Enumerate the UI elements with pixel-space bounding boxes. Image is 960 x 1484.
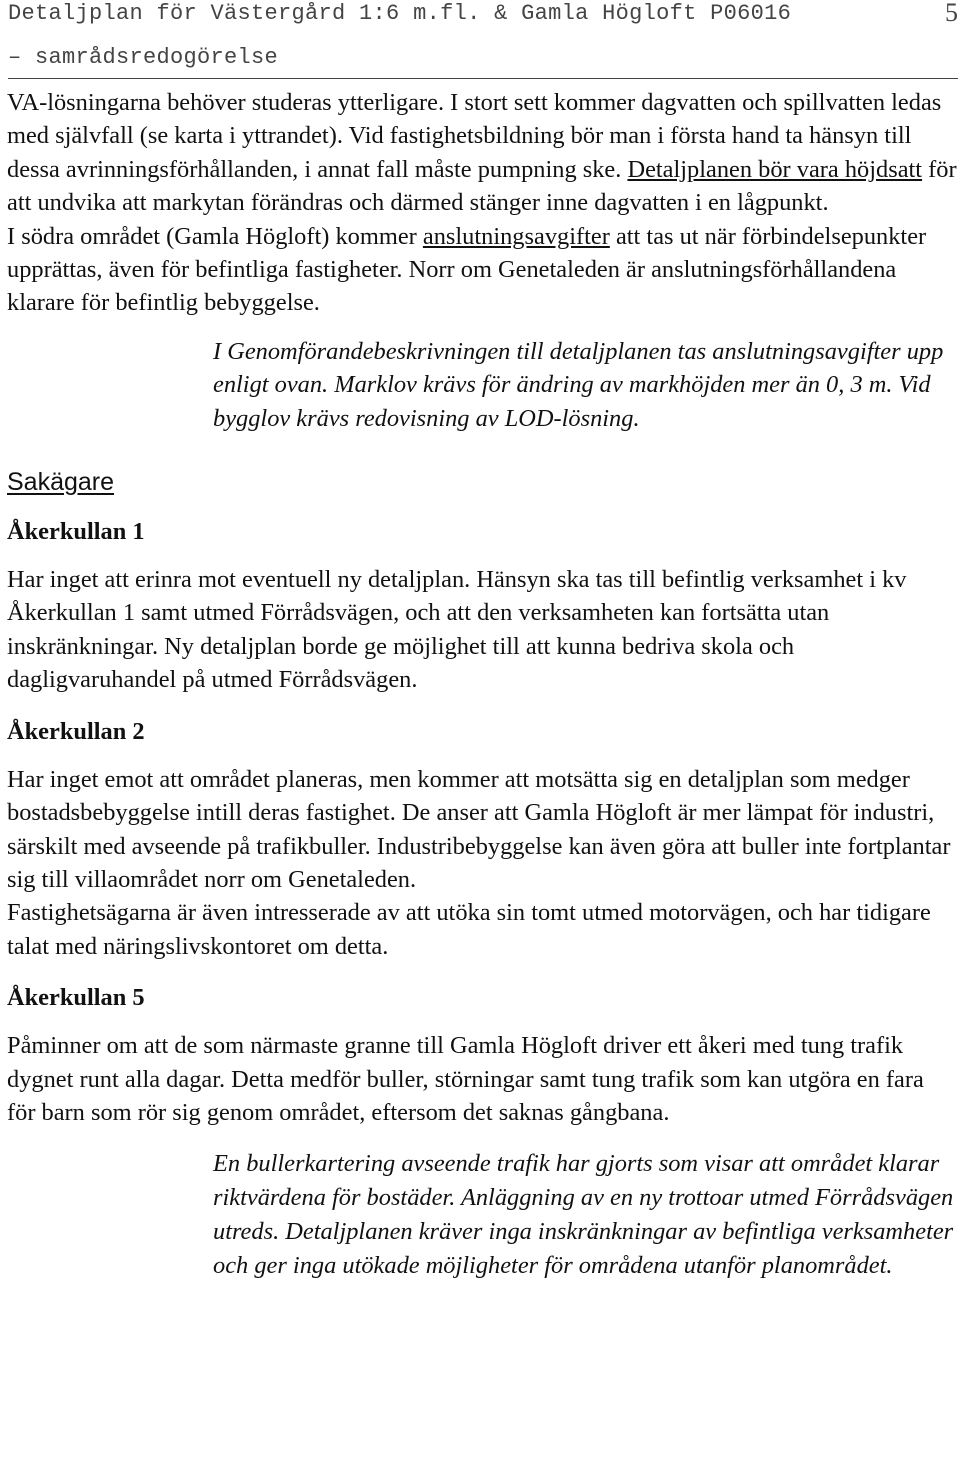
intro-text-1: VA-lösningarna behöver studeras ytterligare. I stort sett kommer dagvatten och spillvatten ledas med självfall (se karta i yttrandet). Vid fastighetsbildning bör man i första hand ta hänsyn till dessa avrinningsförhållanden, i annat fall måste pumpning ske. (7, 89, 942, 183)
municipal-comment-2: En bullerkartering avseende trafik har gjorts som visar att området klarar riktvärdena för bostäder. Anläggning av en ny trottoar utmed Förrådsvägen utreds. Detaljplanen kräver inga inskränkningar av befintliga verksamheter och ger inga utökade möjligheter för områdena utanför planområdet. (213, 1150, 954, 1279)
page-number: 5 (945, 0, 958, 27)
intro-paragraph-fees (7, 220, 957, 320)
owner-heading-akerkullan-1: Åkerkullan 1 (7, 518, 145, 546)
intro-text-4: att tas ut när förbindelsepunkter upprättas, även för befintliga fastigheter. Norr om Genetaleden är anslutningsförhållandena klarare för befintlig bebyggelse. (7, 222, 927, 317)
owner-statement-akerkullan-1: Har inget att erinra mot eventuell ny detaljplan. Hänsyn ska tas till befintlig verksamhet i kv Åkerkullan 1 samt utmed Förrådsvägen, och att den verksamheten kan fortsätta utan inskränkningar. Ny detaljplan borde ge möjlighet till att kunna bedriva skola och dagligvaruhandel på utmed Förrådsvägen. (7, 566, 907, 694)
intro-text-3: I södra området (Gamla Högloft) kommer (7, 222, 423, 250)
section-heading-sakagare: Sakägare (7, 468, 115, 497)
owner-statement-akerkullan-2: Har inget emot att området planeras, men kommer att motsätta sig en detaljplan som medger bostadsbebyggelse intill deras fastighet. De anser att Gamla Högloft är mer lämpat för industri, särskilt med avseende på trafikbuller. Industribebyggelse kan även göra att buller inte fortplantar sig till villaområdet norr om Genetaleden. (7, 765, 951, 893)
document-title: Detaljplan för Västergård 1:6 m.fl. & Gamla Högloft P06016 (8, 1, 792, 26)
intro-underlined-1: Detaljplanen bör vara höjdsatt (627, 155, 923, 183)
page-header (8, 0, 958, 79)
document-body (7, 86, 957, 1283)
intro-paragraph-va (7, 86, 957, 220)
owner-heading-akerkullan-5: Åkerkullan 5 (7, 984, 145, 1012)
document-subtitle: – samrådsredogörelse (8, 45, 279, 70)
intro-text-2: för att undvika att markytan förändras och därmed stänger inne dagvatten i en lågpunkt. (7, 155, 957, 217)
intro-underlined-2: anslutningsavgifter (422, 222, 610, 250)
owner-heading-akerkullan-2: Åkerkullan 2 (7, 717, 145, 745)
owner-statement-akerkullan-5: Påminner om att de som närmaste granne till Gamla Högloft driver ett åkeri med tung trafik dygnet runt alla dagar. Detta medför buller, störningar samt tung trafik som kan utgöra en fara för barn som rör sig genom området, eftersom det saknas gångbana. (7, 1032, 924, 1126)
municipal-comment-1: I Genomförandebeskrivningen till detaljplanen tas anslutningsavgifter upp enligt ovan. Marklov krävs för ändring av markhöjden mer än 0, 3 m. Vid bygglov krävs redovisning av LOD-lösning. (213, 337, 944, 432)
owner-statement-akerkullan-2-extra: Fastighetsägarna är även intresserade av att utöka sin tomt utmed motorvägen, och har tidigare talat med näringslivskontoret om detta. (7, 899, 931, 960)
